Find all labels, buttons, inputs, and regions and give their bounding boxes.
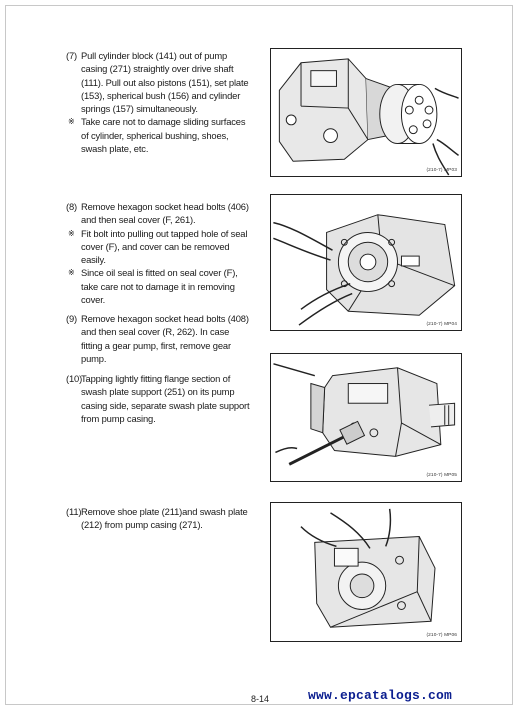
step-number: (8) xyxy=(66,201,78,212)
step-paragraph xyxy=(66,49,250,115)
step-number: (11) xyxy=(66,506,82,517)
figure-reference: (210-7) MP06 xyxy=(426,633,457,638)
note-text: Fit bolt into pulling out tapped hole of seal cover (F), and cover can be removed easily. xyxy=(81,227,248,266)
pump-casing-cylinder-illustration xyxy=(271,49,461,176)
note-symbol: ※ xyxy=(68,117,75,127)
step-paragraph xyxy=(66,505,250,532)
step-paragraph xyxy=(66,200,250,227)
step-text: Pull cylinder block (141) out of pump casing (271) straightly over drive shaft (111). Pull out also pistons (151), set plate (153), spherical bush (156) and cylinder springs (157) simultaneously. xyxy=(81,50,249,115)
step-text: Remove hexagon socket head bolts (406) and then seal cover (F, 261). xyxy=(81,201,249,226)
figure-mp05 xyxy=(270,353,462,482)
step-number: (10) xyxy=(66,373,83,384)
step-11 xyxy=(66,505,250,532)
figure-mp03 xyxy=(270,48,462,177)
figure-reference: (210-7) MP03 xyxy=(426,168,457,173)
step-9 xyxy=(66,312,250,365)
figure-mp06 xyxy=(270,502,462,642)
step-text: Remove hexagon socket head bolts (408) and then seal cover (R, 262). In case fitting a gear pump, first, remove gear pump. xyxy=(81,313,249,364)
step-8 xyxy=(66,200,250,306)
step-paragraph xyxy=(66,312,250,365)
note-symbol: ※ xyxy=(68,268,75,278)
note-text: Take care not to damage sliding surfaces of cylinder, spherical bushing, shoes, swash plate, etc. xyxy=(81,116,246,155)
page-number: 8-14 xyxy=(251,694,270,704)
step-7 xyxy=(66,49,250,155)
watermark-link[interactable]: www.epcatalogs.com xyxy=(308,688,453,703)
figure-mp04 xyxy=(270,194,462,331)
step-number: (9) xyxy=(66,313,78,324)
note-text: Since oil seal is fitted on seal cover (F), take care not to damage it in removing cover. xyxy=(81,267,238,306)
figure-reference: (210-7) MP05 xyxy=(426,473,457,478)
step-number: (7) xyxy=(66,50,78,61)
seal-cover-removal-illustration xyxy=(271,195,461,330)
swash-plate-tapping-illustration xyxy=(271,354,461,481)
step-10 xyxy=(66,372,250,425)
step-note xyxy=(66,115,250,155)
step-text: Tapping lightly fitting flange section of swash plate support (251) on its pump casing side, separate swash plate support from pump casing. xyxy=(81,373,250,424)
figure-reference: (210-7) MP04 xyxy=(426,322,457,327)
shoe-plate-removal-illustration xyxy=(271,503,461,641)
step-paragraph xyxy=(66,372,250,425)
step-text: Remove shoe plate (211)and swash plate (212) from pump casing (271). xyxy=(81,506,248,531)
step-note xyxy=(66,266,250,306)
step-note xyxy=(66,227,250,267)
note-symbol: ※ xyxy=(68,228,75,238)
